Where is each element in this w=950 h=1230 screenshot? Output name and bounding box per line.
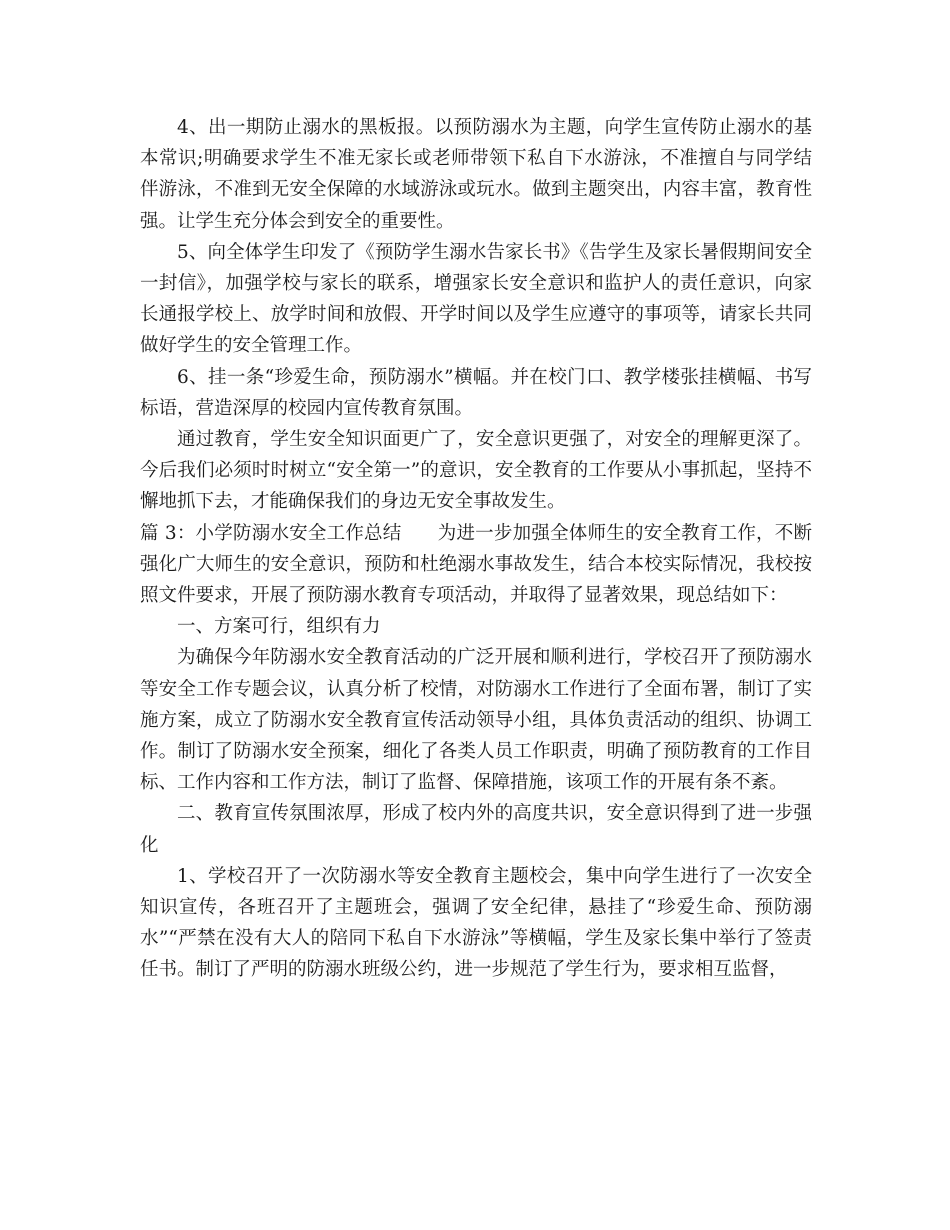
paragraph-plan: 为确保今年防溺水安全教育活动的广泛开展和顺利进行，学校召开了预防溺水等安全工作专题会议，认真分析了校情，对防溺水工作进行了全面布署，制订了实施方案，成立了防溺水安全教育宣传活动领导小组，具体负责活动的组织、协调工作。制订了防溺水安全预案，细化了各类人员工作职责，明确了预防教育的工作目标、工作内容和工作方法，制订了监督、保障措施，该项工作的开展有条不紊。: [140, 647, 812, 794]
paragraph-4: 4、出一期防止溺水的黑板报。以预防溺水为主题，向学生宣传防止溺水的基本常识;明确要求学生不准无家长或老师带领下私自下水游泳，不准擅自与同学结伴游泳，不准到无安全保障的水域游泳或玩水。做到主题突出，内容丰富，教育性强。让学生充分体会到安全的重要性。: [140, 117, 812, 232]
paragraph-education-1: 1、学校召开了一次防溺水等安全教育主题校会，集中向学生进行了一次安全知识宣传，各班召开了主题班会，强调了安全纪律，悬挂了“珍爱生命、预防溺水”“严禁在没有大人的陪同下私自下水游泳”等横幅，学生及家长集中举行了签责任书。制订了严明的防溺水班级公约，进一步规范了学生行为，要求相互监督，: [140, 865, 812, 981]
section3-paragraph: [140, 518, 812, 612]
document-page: [140, 112, 812, 986]
paragraph-5: 5、向全体学生印发了《预防学生溺水告家长书》《告学生及家长暑假期间安全一封信》，加强学校与家长的联系，增强家长安全意识和监护人的责任意识，向家长通报学校上、放学时间和放假、开学时间以及学生应遵守的事项等，请家长共同做好学生的安全管理工作。: [140, 241, 812, 357]
paragraph-conclusion: 通过教育，学生安全知识面更广了，安全意识更强了，对安全的理解更深了。今后我们必须时时树立“安全第一”的意识，安全教育的工作要从小事抓起，坚持不懈地抓下去，才能确保我们的身边无安全事故发生。: [140, 429, 812, 513]
section3-intro: 为进一步加强全体师生的安全教育工作，不断强化广大师生的安全意识，预防和杜绝溺水事故发生，结合本校实际情况，我校按照文件要求，开展了预防溺水教育专项活动，并取得了显著效果，现总结如下：: [140, 522, 812, 607]
paragraph-6: 6、挂一条“珍爱生命，预防溺水”横幅。并在校门口、教学楼张挂横幅、书写标语，营造深厚的校园内宣传教育氛围。: [140, 366, 812, 419]
heading-education: 二、教育宣传氛围浓厚，形成了校内外的高度共识，安全意识得到了进一步强化: [140, 803, 812, 856]
heading-plan: 一、方案可行，组织有力: [177, 616, 381, 638]
section3-heading: 篇 3：小学防溺水安全工作总结: [140, 522, 402, 544]
